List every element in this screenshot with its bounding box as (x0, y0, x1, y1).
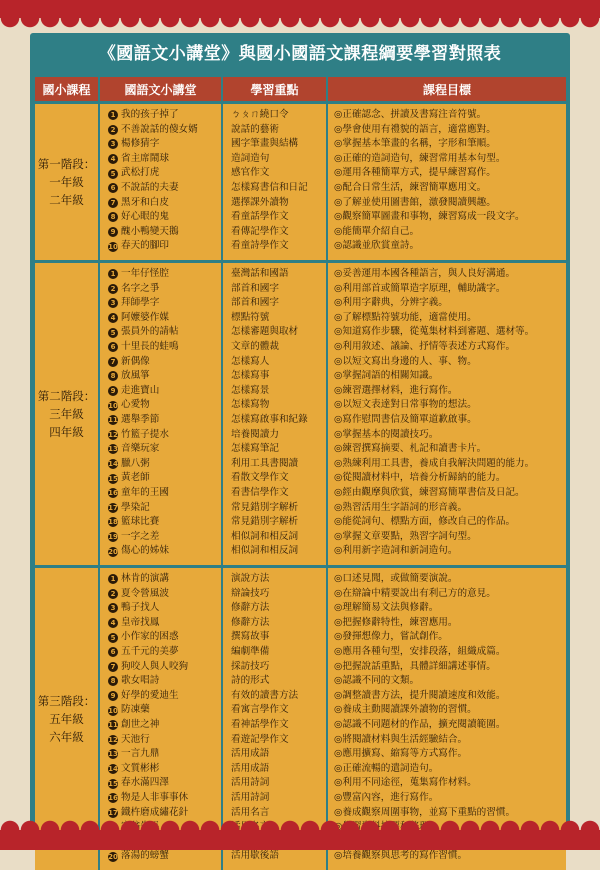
item-number-badge: 8 (108, 212, 118, 222)
goal-item: ◎妥善運用本國各種語言，與人良好溝通。 (334, 268, 516, 279)
lecture-title: 一年仔怪腔 (121, 268, 169, 279)
focus-item: 撰寫故事 (231, 631, 270, 643)
item-number-badge: 1 (108, 574, 118, 584)
lecture-title: 五千元的美夢 (121, 645, 179, 657)
item-number-badge: 15 (108, 779, 118, 788)
lecture-item (100, 616, 221, 631)
focus-item: 採訪技巧 (231, 660, 270, 672)
goal-item: ◎在辯論中精要說出有利己方的意見。 (334, 587, 496, 599)
item-number-badge: 3 (108, 298, 118, 308)
lecture-title: 新偶像 (121, 355, 150, 367)
lecture-item (100, 325, 221, 340)
lecture-title: 我的孩子掉了 (121, 109, 179, 120)
goal-item: ◎知道寫作步驟，從蒐集材料到審題、選材等。 (334, 326, 535, 338)
lecture-item (100, 340, 221, 355)
goal-item: ◎掌握詞語的相關知識。 (334, 370, 439, 382)
lecture-item (100, 152, 221, 167)
focus-item: 修辭方法 (231, 602, 270, 614)
lecture-item (100, 747, 221, 762)
focus-item: 文章的體裁 (231, 340, 279, 352)
focus-item: 活用詩詞 (231, 791, 270, 803)
lecture-title: 春天的腳印 (121, 240, 169, 252)
lecture-title: 楊修猜字 (121, 138, 160, 150)
item-number-badge: 9 (108, 691, 118, 701)
lecture-item (100, 645, 221, 660)
lecture-item (100, 587, 221, 602)
decorative-top-border (0, 0, 600, 18)
item-number-badge: 18 (108, 518, 118, 527)
lecture-item (100, 601, 221, 616)
item-number-badge: 15 (108, 474, 118, 483)
lecture-item (100, 123, 221, 138)
lecture-title: 心愛物 (121, 399, 150, 411)
lecture-item (100, 369, 221, 384)
lecture-item (100, 762, 221, 777)
comparison-table (35, 77, 566, 870)
focus-item: 常見錯別字解析 (231, 501, 299, 513)
goal-item: ◎正確認念、拼讀及書寫注音符號。 (334, 109, 487, 120)
lecture-item (100, 572, 221, 587)
lecture-item (100, 660, 221, 675)
lecture-title: 黑牙和白皮 (121, 196, 169, 208)
item-number-badge: 8 (108, 371, 118, 381)
item-number-badge: 3 (108, 603, 118, 613)
lecture-title: 歌女唱詩 (121, 675, 160, 687)
stage-label-line: 四年級 (49, 425, 84, 439)
lecture-item (100, 471, 221, 486)
header-lecture: 國語文小講堂 (100, 77, 223, 101)
lecture-item (100, 849, 221, 864)
goal-item: ◎練習選擇材料，進行寫作。 (334, 384, 458, 396)
focus-item: 活用名言 (231, 806, 270, 818)
header-focus: 學習重點 (223, 77, 328, 101)
lecture-title: 一言九鼎 (121, 748, 160, 760)
goal-item: ◎能從詞句、標點方面，修改自己的作品。 (334, 516, 516, 528)
lecture-title: 落湯的螃蟹 (121, 850, 169, 862)
lecture-title: 張員外的請帖 (121, 326, 179, 338)
lecture-title: 皇帝找鳳 (121, 616, 160, 628)
lecture-title: 選舉季節 (121, 413, 160, 425)
item-number-badge: 10 (108, 242, 118, 251)
goal-item: ◎正確的造詞造句，練習常用基本句型。 (334, 152, 506, 164)
focus-item: 看散文學作文 (231, 472, 289, 484)
lecture-title: 黃老師 (121, 472, 150, 484)
lecture-title: 林肯的演講 (121, 573, 169, 584)
focus-item: 培養閱讀力 (231, 428, 279, 440)
item-number-badge: 4 (108, 154, 118, 164)
goal-item: ◎認識不同的文類。 (334, 675, 420, 687)
focus-item: 看童詩學作文 (231, 240, 289, 252)
focus-item: 看童話學作文 (231, 211, 289, 223)
goal-item: ◎配合日常生活，練習簡單應用文。 (334, 181, 487, 193)
lecture-item (100, 413, 221, 428)
focus-item: 怎樣寫啟事和紀錄 (231, 413, 308, 425)
stage-label-line: 第一階段： (37, 157, 96, 171)
goal-item: ◎利用敘述、議論、抒情等表述方式寫作。 (334, 340, 516, 352)
item-number-badge: 12 (108, 430, 118, 439)
goal-item: ◎調整讀書方法，提升閱讀速度和效能。 (334, 689, 506, 701)
item-number-badge: 6 (108, 342, 118, 352)
stage-block (35, 263, 566, 565)
goal-item: ◎掌握基本的閱讀技巧。 (334, 428, 439, 440)
lecture-item (100, 196, 221, 211)
lecture-item (100, 384, 221, 399)
lecture-title: 不說話的夫妻 (121, 181, 179, 193)
focus-item: 詩的形式 (231, 675, 270, 687)
stage-label (35, 263, 100, 565)
goal-item: ◎熟練利用工具書，養成自我解決問題的能力。 (334, 457, 535, 469)
focus-item: 相似詞和相反詞 (231, 545, 299, 557)
lecture-item (100, 166, 221, 181)
lecture-item (100, 442, 221, 457)
item-number-badge: 3 (108, 139, 118, 149)
lecture-item (100, 398, 221, 413)
lecture-title: 走進寶山 (121, 384, 160, 396)
goal-item: ◎把握說話重點，具體詳細講述事情。 (334, 660, 496, 672)
lecture-title: 學染記 (121, 501, 150, 513)
goal-item: ◎養成觀察周圍事物，並寫下重點的習慣。 (334, 806, 516, 818)
focus-item: 有效的讀書方法 (231, 689, 299, 701)
lecture-item (100, 515, 221, 530)
lecture-title: 十里長的蛙鳴 (121, 340, 179, 352)
stage-label-line: 二年級 (49, 193, 84, 207)
lecture-title: 夏令營風波 (121, 587, 169, 599)
focus-item: 常見錯別字解析 (231, 516, 299, 528)
stage-label-line: 第三階段： (37, 694, 96, 708)
lecture-item (100, 674, 221, 689)
focus-column (223, 104, 328, 260)
item-number-badge: 4 (108, 313, 118, 323)
lecture-title: 物是人非事事休 (121, 791, 189, 803)
goal-item: ◎掌握文章要點，熟習字詞句型。 (334, 530, 477, 542)
lecture-title: 鴨子找人 (121, 602, 160, 614)
focus-item: 造詞造句 (231, 152, 270, 164)
lecture-title: 童年的王國 (121, 486, 169, 498)
focus-item: 活用成語 (231, 762, 270, 774)
item-number-badge: 2 (108, 589, 118, 599)
lecture-item (100, 137, 221, 152)
focus-item: 標點符號 (231, 311, 270, 323)
goal-item: ◎了解並使用圖書館，激發閱讀興趣。 (334, 196, 496, 208)
lecture-item (100, 282, 221, 297)
goal-item: ◎掌握基本筆畫的名稱，字形和筆順。 (334, 138, 496, 150)
item-number-badge: 13 (108, 445, 118, 454)
lecture-item (100, 267, 221, 282)
item-number-badge: 13 (108, 750, 118, 759)
focus-item: 利用工具書閱讀 (231, 457, 299, 469)
goal-item: ◎養成主動閱讀課外讀物的習慣。 (334, 704, 477, 716)
lecture-item (100, 733, 221, 748)
lecture-title: 好學的愛迪生 (121, 689, 179, 701)
focus-item: 看神話學作文 (231, 718, 289, 730)
goal-item: ◎培養觀察與思考的寫作習慣。 (334, 850, 468, 862)
goal-item: ◎觀察簡單圖畫和事物，練習寫成一段文字。 (334, 211, 525, 223)
lecture-title: 籃球比賽 (121, 516, 160, 528)
focus-item: 怎樣寫書信和日記 (231, 181, 308, 193)
goal-item: ◎將閱讀材料與生活經驗結合。 (334, 733, 468, 745)
goal-column (328, 104, 566, 260)
lecture-title: 天池行 (121, 733, 150, 745)
item-number-badge: 4 (108, 618, 118, 628)
item-number-badge: 5 (108, 633, 118, 643)
item-number-badge: 8 (108, 676, 118, 686)
goal-item: ◎理解簡易文法與修辭。 (334, 602, 439, 614)
lecture-title: 拜師學字 (121, 297, 160, 309)
lecture-title: 音樂玩家 (121, 443, 160, 455)
lecture-item (100, 355, 221, 370)
item-number-badge: 5 (108, 169, 118, 179)
focus-item: 部首和國字 (231, 297, 279, 309)
lecture-title: 鐵杵磨成繡花針 (121, 806, 189, 818)
lecture-item (100, 225, 221, 240)
lecture-title: 好心眼的鬼 (121, 211, 169, 223)
lecture-title: 武松打虎 (121, 167, 160, 179)
focus-item: 怎樣寫景 (231, 384, 270, 396)
focus-item: 怎樣寫筆記 (231, 443, 279, 455)
lecture-title: 不善說話的傻女婿 (121, 123, 198, 135)
item-number-badge: 17 (108, 503, 118, 512)
focus-item: 修辭方法 (231, 616, 270, 628)
goal-item: ◎利用部首或簡單造字原理，輔助識字。 (334, 282, 506, 294)
goal-item: ◎豐富內容，進行寫作。 (334, 791, 439, 803)
item-number-badge: 19 (108, 532, 118, 541)
goal-item: ◎把握修辭特性，練習應用。 (334, 616, 458, 628)
focus-item: 感官作文 (231, 167, 270, 179)
lecture-title: 省主席鬧球 (121, 152, 169, 164)
focus-item: 看書信學作文 (231, 486, 289, 498)
focus-item: 說話的藝術 (231, 123, 279, 135)
lecture-title: 竹籃子提水 (121, 428, 169, 440)
goal-item: ◎應用擴寫、縮寫等方式寫作。 (334, 748, 468, 760)
goal-item: ◎以短文寫出身邊的人、事、物。 (334, 355, 477, 367)
focus-item: ㄅㄆㄇ繞口令 (231, 109, 289, 120)
goal-item: ◎學會使用有禮貌的語言，適當應對。 (334, 123, 496, 135)
item-number-badge: 9 (108, 227, 118, 237)
comparison-table-card (30, 33, 570, 862)
lecture-item (100, 718, 221, 733)
lecture-item (100, 457, 221, 472)
lecture-item (100, 296, 221, 311)
lecture-item (100, 530, 221, 545)
stage-label-line: 一年級 (49, 175, 84, 189)
lecture-item (100, 486, 221, 501)
goal-item: ◎能簡單介紹自己。 (334, 225, 420, 237)
lecture-title: 醜小鴨變天鵝 (121, 225, 179, 237)
focus-item: 編劇準備 (231, 645, 270, 657)
lecture-title: 文質彬彬 (121, 762, 160, 774)
focus-item: 怎樣寫人 (231, 355, 270, 367)
item-number-badge: 11 (108, 416, 118, 425)
lecture-title: 小作家的困惑 (121, 631, 179, 643)
stage-block (35, 104, 566, 260)
lecture-item (100, 544, 221, 559)
focus-column (223, 263, 328, 565)
goal-item: ◎認識不同題材的作品，擴充閱讀範圍。 (334, 718, 506, 730)
goal-item: ◎運用各種簡單方式，提早練習寫作。 (334, 167, 496, 179)
item-number-badge: 1 (108, 110, 118, 120)
goal-item: ◎從閱讀材料中，培養分析歸納的能力。 (334, 472, 506, 484)
stage-label-line: 六年級 (49, 730, 84, 744)
focus-item: 活用詩詞 (231, 777, 270, 789)
item-number-badge: 20 (108, 852, 118, 861)
lecture-column (100, 104, 223, 260)
item-number-badge: 16 (108, 794, 118, 803)
lecture-item (100, 181, 221, 196)
focus-item: 臺灣話和國語 (231, 268, 289, 279)
lecture-title: 阿嬤婆作媒 (121, 311, 169, 323)
lecture-title: 創世之神 (121, 718, 160, 730)
item-number-badge: 20 (108, 547, 118, 556)
item-number-badge: 5 (108, 328, 118, 338)
item-number-badge: 10 (108, 401, 118, 410)
goal-item: ◎正確流暢的遣詞造句。 (334, 762, 439, 774)
lecture-item (100, 108, 221, 123)
focus-item: 看寓言學作文 (231, 704, 289, 716)
focus-item: 國字筆畫與結構 (231, 138, 299, 150)
goal-item: ◎利用新字造詞和新詞造句。 (334, 545, 458, 557)
item-number-badge: 12 (108, 735, 118, 744)
lecture-column (100, 263, 223, 565)
goal-item: ◎利用字辭典，分辨字義。 (334, 297, 448, 309)
item-number-badge: 2 (108, 284, 118, 294)
lecture-item (100, 311, 221, 326)
focus-item: 看遊記學作文 (231, 733, 289, 745)
lecture-title: 臘八粥 (121, 457, 150, 469)
goal-item: ◎經由觀摩與欣賞，練習寫簡單書信及日記。 (334, 486, 525, 498)
lecture-item (100, 210, 221, 225)
stage-label-line: 五年級 (49, 712, 84, 726)
item-number-badge: 9 (108, 386, 118, 396)
lecture-title: 防凍藥 (121, 704, 150, 716)
focus-item: 怎樣寫事 (231, 370, 270, 382)
goal-item: ◎認識並欣賞童詩。 (334, 240, 420, 252)
header-goal: 課程目標 (328, 77, 566, 101)
stage-label-line: 第二階段： (37, 389, 96, 403)
stage-label (35, 104, 100, 260)
item-number-badge: 14 (108, 765, 118, 774)
lecture-item (100, 791, 221, 806)
lecture-item (100, 776, 221, 791)
item-number-badge: 6 (108, 183, 118, 193)
item-number-badge: 14 (108, 460, 118, 469)
lecture-item (100, 239, 221, 254)
item-number-badge: 1 (108, 269, 118, 279)
lecture-title: 名字之爭 (121, 282, 160, 294)
lecture-item (100, 689, 221, 704)
lecture-item (100, 630, 221, 645)
focus-item: 怎樣審題與取材 (231, 326, 299, 338)
focus-item: 相似詞和相反詞 (231, 530, 299, 542)
goal-item: ◎熟習活用生字語詞的形音義。 (334, 501, 468, 513)
goal-item: ◎口述見聞，或做簡要演說。 (334, 573, 458, 584)
focus-item: 活用歇後語 (231, 850, 279, 862)
decorative-bottom-border (0, 830, 600, 850)
lecture-title: 傷心的姊妹 (121, 545, 169, 557)
item-number-badge: 6 (108, 647, 118, 657)
item-number-badge: 11 (108, 721, 118, 730)
goal-item: ◎應用各種句型，安排段落，組織成篇。 (334, 645, 506, 657)
goal-item: ◎了解標點符號功能，適當使用。 (334, 311, 477, 323)
focus-item: 演說方法 (231, 573, 270, 584)
lecture-item (100, 703, 221, 718)
goal-column (328, 263, 566, 565)
goal-item: ◎練習撰寫摘要、札記和讀書卡片。 (334, 443, 487, 455)
focus-item: 活用成語 (231, 748, 270, 760)
goal-item: ◎以短文表達對日常事物的想法。 (334, 399, 477, 411)
item-number-badge: 16 (108, 489, 118, 498)
lecture-item (100, 806, 221, 821)
stage-label-line: 三年級 (49, 407, 84, 421)
focus-item: 怎樣寫物 (231, 399, 270, 411)
item-number-badge: 10 (108, 706, 118, 715)
header-curriculum: 國小課程 (35, 77, 100, 101)
lecture-title: 放風箏 (121, 370, 150, 382)
item-number-badge: 7 (108, 662, 118, 672)
table-header-row (35, 77, 566, 101)
focus-item: 看傳記學作文 (231, 225, 289, 237)
lecture-item (100, 501, 221, 516)
item-number-badge: 7 (108, 198, 118, 208)
goal-item: ◎發揮想像力，嘗試創作。 (334, 631, 448, 643)
lecture-title: 狗咬人與人咬狗 (121, 660, 189, 672)
goal-item: ◎寫作慰問書信及簡單道歉啟事。 (334, 413, 477, 425)
item-number-badge: 17 (108, 808, 118, 817)
lecture-item (100, 428, 221, 443)
focus-item: 選擇課外讀物 (231, 196, 289, 208)
focus-item: 辯論技巧 (231, 587, 270, 599)
lecture-title: 一字之差 (121, 530, 160, 542)
item-number-badge: 7 (108, 357, 118, 367)
focus-item: 部首和國字 (231, 282, 279, 294)
lecture-title: 春水滿四澤 (121, 777, 169, 789)
item-number-badge: 2 (108, 125, 118, 135)
page-title: 《國語文小講堂》與國小國語文課程綱要學習對照表 (98, 44, 502, 64)
goal-item: ◎利用不同途徑，蒐集寫作材料。 (334, 777, 477, 789)
